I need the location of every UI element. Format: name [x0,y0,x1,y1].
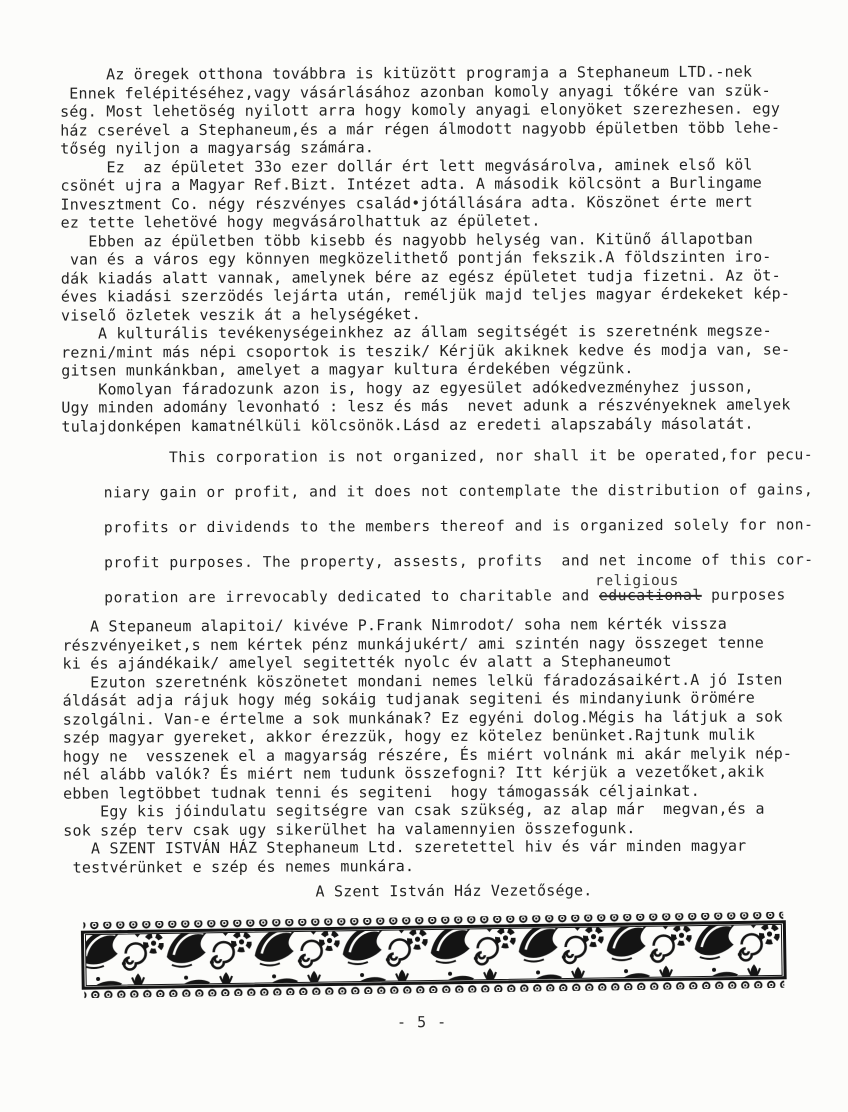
quote-line-text: purposes [701,586,786,604]
quote-line: This corporation is not organized, nor shall it be operated,for pecu- [103,446,814,467]
body-paragraph: Egy kis jóindulatu segitségre van csak szükség, az alap már megvan,és a sok szép terv csak ugy sikerülhet ha valamennyien összefogunk. [63,799,765,840]
body-paragraph: Komolyan fáradozunk azon is, hogy az egyesület adókedvezményhez jusson, Ugy minden adomány levonható : lesz és más nevet adunk a részvényeknek amelyek tulajdonképen kamatnélküli kölcsönök.Lásd az eredeti alapszabály másolatát. [61,377,791,436]
body-paragraph: Ez az épületet 33o ezer dollár ért lett megvásárolva, aminek első köl csönét ujra a Magyar Ref.Bizt. Intézet adta. A második kölcsönt a Burlingame Invesztment Co. négy részvényes család•jótállására adta. Köszönet érte mert ez tette lehetövé hogy megvásárolhattuk az épületet. [60,155,762,232]
signature-line: A Szent István Ház Vezetősége. [315,881,593,901]
quote-line: profit purposes. The property, assests, profits and net income of this cor- [104,551,814,572]
body-paragraph: Ezuton szeretnénk köszönetet mondani nemes lelkü fáradozásaikért.A jó Isten áldását adja rájuk hogy még sokáig tudjanak segiteni és mindanyiunk örömére szolgálni. Van-e értelme a sok munkának? Ez egyéni dolog.Mégis ha látjuk a sok szép magyar gyereket, akkor érezzük, hogy ez kötelez benünket.Rajtunk mulik hogy ne vesszenek el a magyarság részére, És miért volnánk mi akár melyik nép- nél alább valók? És miért nem tudunk összefogni? Itt kérjük a vezetőket,akik ebben legtöbbet tudnak tenni és segiteni hogy támogassák céljainkat. [62,669,793,803]
quote-line-with-correction [104,571,802,607]
correction-wrap [594,571,702,605]
folk-ornament-border [75,909,792,1000]
bylaws-quote-block [103,446,814,607]
body-paragraph: A kulturális tevékenységeinkhez az állam segitségét is szeretnénk megsze- rezni/mint más népi csoportok is teszik/ Kérjük akiknek kedve és modja van, se- gitsen munkánkban, amelyet a magyar kultura érdekében végzünk. [61,321,791,380]
body-paragraph: A Stepaneum alapitoi/ kivéve P.Frank Nimrodot/ soha nem kérték vissza részvényeiket,s nem kértek pénz munkájukért/ ami szintén nagy összeget tenne ki és ajándékaik/ amelyel segitették nyolc év alatt a Stephaneumot [62,614,765,673]
struck-word: educational [599,586,702,605]
inserted-word: religious [594,571,680,590]
folk-border-art [75,909,792,1000]
body-paragraph: A SZENT ISTVÁN HÁZ Stephaneum Ltd. szeretettel hiv és vár minden magyar testvérünket e szép és nemes munkára. [63,836,747,877]
quote-line-text: poration are irrevocably dedicated to charitable and [104,587,600,607]
body-paragraph: Az öregek otthona továbbra is kitüzött programja a Stephaneum LTD.-nek Ennek felépitéséhez,vagy vásárlásához azonban komoly anyagi tőkére van szük- ség. Most lehetöség nyilott arra hogy komoly anyagi elonyöket szerezhesen. egy ház cserével a Stephaneum,és a már régen álmodott nagyobb épületben több lehe- tőség nyiljon a magyarság számára. [59,62,781,158]
body-paragraph: Ebben az épületben több kisebb és nagyobb helység van. Kitünő állapotban van és a város egy könnyen megközelithető pontján fekszik.A földszinten iro- dák kiadás alatt vannak, amelynek bére az egész épületet tudja fizetni. Az öt- éves kiadási szerzödés lejárta után, reméljük majd teljes magyar érdekeket kép- viselő özletek veszik át a helységéket. [60,229,791,325]
quote-line: niary gain or profit, and it does not contemplate the distribution of gains, [103,481,814,502]
typewritten-content [59,62,814,1032]
quote-line: profits or dividends to the members thereof and is organized solely for non- [103,516,814,537]
page-number: - 5 - [396,1012,448,1031]
